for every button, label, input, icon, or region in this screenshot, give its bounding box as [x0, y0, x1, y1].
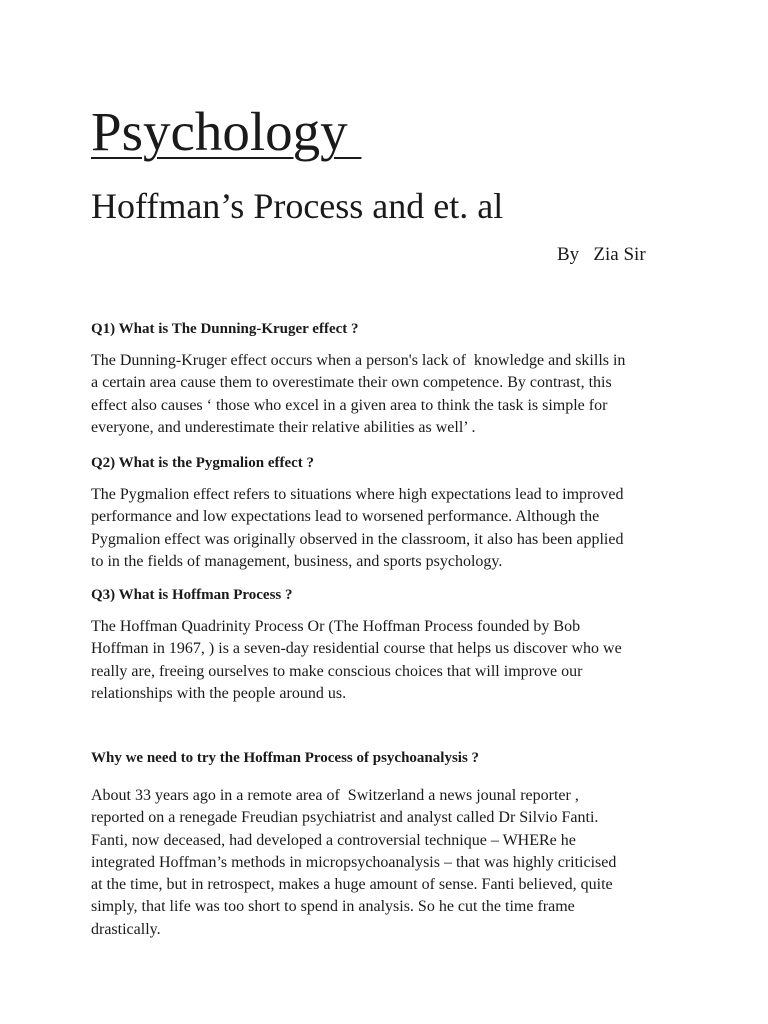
paragraph-line: The Pygmalion effect refers to situations where high expectations lead to improved	[91, 486, 624, 503]
answer-paragraph-2	[91, 484, 691, 573]
author-byline: By Zia Sir	[557, 244, 646, 265]
answer-paragraph-1	[91, 350, 691, 439]
paragraph-line: Hoffman in 1967, ) is a seven-day residential course that helps us discover who we	[91, 640, 622, 658]
paragraph-line: at the time, but in retrospect, makes a huge amount of sense. Fanti believed, quite	[91, 876, 613, 894]
document-title: Psychology	[91, 101, 362, 162]
question-heading-1: Q1) What is The Dunning-Kruger effect ?	[91, 321, 359, 337]
paragraph-line: really are, freeing ourselves to make conscious choices that will improve our	[91, 662, 583, 680]
paragraph-line: simply, that life was too short to spend in analysis. So he cut the time frame	[91, 898, 575, 916]
paragraph-line: The Dunning-Kruger effect occurs when a person's lack of knowledge and skills in	[91, 352, 626, 369]
paragraph-line: to in the fields of management, business, and sports psychology.	[91, 552, 503, 570]
paragraph-line: drastically.	[91, 920, 161, 938]
paragraph-line: integrated Hoffman’s methods in micropsychoanalysis – that was highly criticised	[91, 853, 617, 871]
question-heading-4: Why we need to try the Hoffman Process of psychoanalysis ?	[91, 750, 480, 766]
answer-paragraph-4	[91, 785, 691, 941]
paragraph-line: performance and low expectations lead to worsened performance. Although the	[91, 508, 600, 526]
question-heading-3: Q3) What is Hoffman Process ?	[91, 587, 293, 603]
document-subtitle: Hoffman’s Process and et. al	[91, 186, 504, 226]
paragraph-line: everyone, and underestimate their relative abilities as well’ .	[91, 418, 476, 436]
paragraph-line: a certain area cause them to overestimate their own competence. By contrast, this	[91, 374, 612, 392]
question-heading-2: Q2) What is the Pygmalion effect ?	[91, 455, 315, 471]
paragraph-line: reported on a renegade Freudian psychiatrist and analyst called Dr Silvio Fanti.	[91, 809, 599, 827]
answer-paragraph-3	[91, 616, 691, 705]
paragraph-line: Fanti, now deceased, had developed a controversial technique – WHERe he	[91, 831, 576, 849]
paragraph-line: Pygmalion effect was originally observed in the classroom, it also has been applied	[91, 530, 624, 548]
paragraph-line: About 33 years ago in a remote area of Switzerland a news jounal reporter ,	[91, 787, 579, 804]
paragraph-line: The Hoffman Quadrinity Process Or (The Hoffman Process founded by Bob	[91, 618, 581, 635]
paragraph-line: relationships with the people around us.	[91, 684, 347, 702]
paragraph-line: effect also causes ‘ those who excel in a given area to think the task is simple for	[91, 396, 608, 414]
